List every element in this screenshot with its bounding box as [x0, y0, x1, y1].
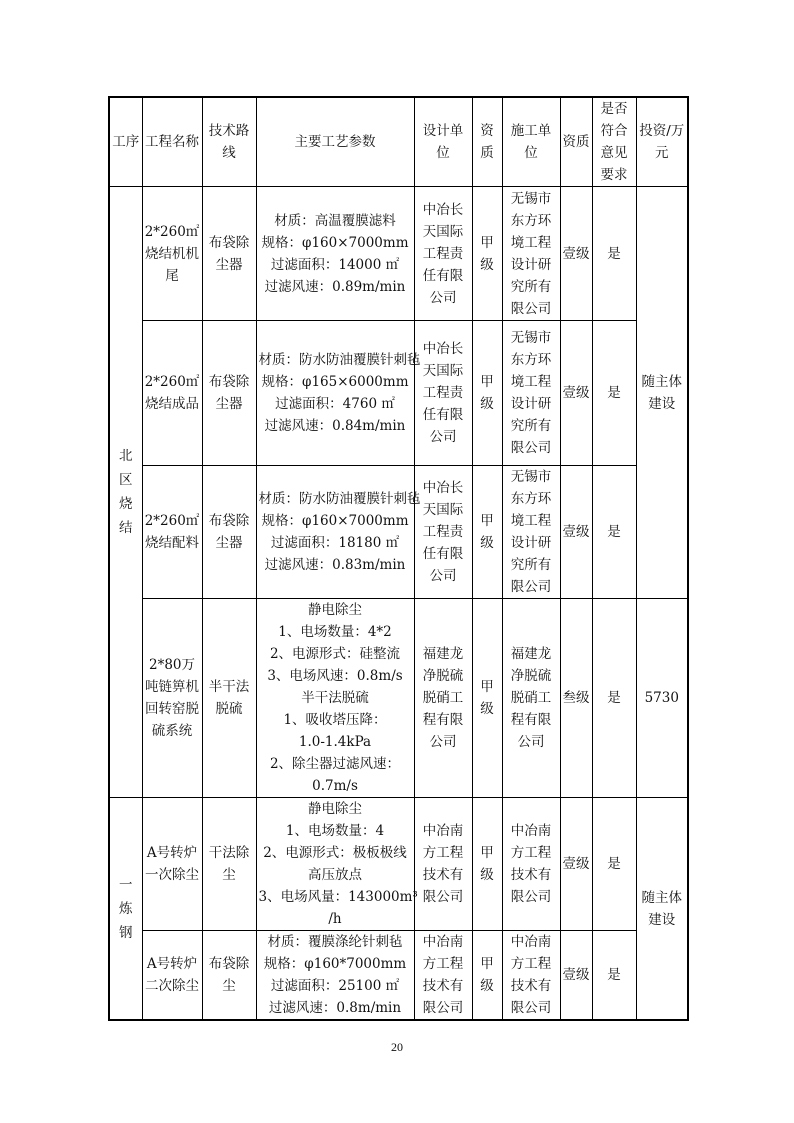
project-cell: 2*260㎡烧结成品 [142, 321, 202, 466]
param-line: 0.7m/s [312, 778, 358, 794]
designer-cell: 中冶长天国际工程责任有限公司 [414, 187, 472, 321]
param-line: /h [328, 911, 342, 927]
param-line: 规格：φ160*7000mm [263, 956, 407, 972]
header-process: 工序 [109, 97, 142, 187]
project-cell: 2*260㎡烧结配料 [142, 466, 202, 599]
builder-grade-cell: 壹级 [560, 321, 592, 466]
table-row [109, 466, 688, 599]
project-cell: A号转炉一次除尘 [142, 798, 202, 931]
builder-cell: 无锡市东方环境工程设计研究所有限公司 [502, 187, 560, 321]
header-builder-grade: 资质 [560, 97, 592, 187]
table-row [109, 798, 688, 931]
param-line: 过滤风速：0.8m/min [268, 1000, 402, 1016]
param-line: 过滤风速：0.84m/min [264, 418, 406, 434]
param-line: 2、电源形式：硅整流 [269, 646, 401, 662]
page-number: 20 [391, 1040, 403, 1054]
param-line: 材质：覆膜涤纶针刺毡 [267, 934, 403, 950]
investment-cell: 随主体建设 [636, 187, 688, 599]
param-line: 3、电场风量：143000m³ [258, 889, 418, 905]
investment-cell: 5730 [636, 599, 688, 798]
table-row [109, 321, 688, 466]
param-line: 1.0-1.4kPa [298, 734, 372, 750]
header-investment: 投资/万元 [636, 97, 688, 187]
compliant-cell: 是 [592, 321, 636, 466]
table-row [109, 187, 688, 321]
params-cell [256, 931, 414, 1021]
compliant-cell: 是 [592, 187, 636, 321]
header-params: 主要工艺参数 [256, 97, 414, 187]
params-cell [256, 187, 414, 321]
param-line: 材质：防水防油覆膜针刺毡 [258, 352, 421, 368]
builder-grade-cell: 叁级 [560, 599, 592, 798]
designer-cell: 中冶南方工程技术有限公司 [414, 931, 472, 1021]
process-cell [109, 187, 142, 798]
designer-cell: 中冶长天国际工程责任有限公司 [414, 466, 472, 599]
builder-grade-cell: 壹级 [560, 931, 592, 1021]
param-line: 材质：防水防油覆膜针刺毡 [258, 491, 421, 507]
table-row [109, 599, 688, 798]
param-line: 静电除尘 [308, 602, 362, 618]
designer-cell: 中冶南方工程技术有限公司 [414, 798, 472, 931]
builder-grade-cell: 壹级 [560, 187, 592, 321]
designer-grade-cell: 甲级 [472, 798, 502, 931]
compliant-cell: 是 [592, 798, 636, 931]
header-tech: 技术路线 [202, 97, 256, 187]
header-project: 工程名称 [142, 97, 202, 187]
params-cell [256, 599, 414, 798]
param-line: 过滤风速：0.89m/min [264, 278, 406, 295]
param-line: 1、电场数量：4 [285, 823, 385, 839]
tech-cell: 布袋除尘器 [202, 321, 256, 466]
param-line: 1、电场数量：4*2 [278, 624, 392, 640]
param-line: 静电除尘 [308, 801, 362, 817]
param-line: 过滤面积：25100 ㎡ [270, 978, 400, 994]
param-line: 半干法脱硫 [301, 690, 369, 706]
builder-cell: 无锡市东方环境工程设计研究所有限公司 [502, 321, 560, 466]
tech-cell: 干法除尘 [202, 798, 256, 931]
param-line: 3、电场风速：0.8m/s [267, 668, 403, 684]
builder-cell: 中冶南方工程技术有限公司 [502, 798, 560, 931]
param-line: 2、电源形式：极板极线 [263, 845, 407, 861]
project-cell: 2*80万吨链箅机回转窑脱硫系统 [142, 599, 202, 798]
process-label: 一炼钢 [119, 876, 133, 941]
param-line: 过滤面积：18180 ㎡ [270, 535, 400, 551]
designer-grade-cell: 甲级 [472, 931, 502, 1021]
compliant-cell: 是 [592, 599, 636, 798]
tech-cell: 布袋除尘器 [202, 187, 256, 321]
tech-cell: 半干法脱硫 [202, 599, 256, 798]
tech-cell: 布袋除尘 [202, 931, 256, 1021]
designer-grade-cell: 甲级 [472, 187, 502, 321]
investment-cell: 随主体建设 [636, 798, 688, 1021]
designer-cell: 中冶长天国际工程责任有限公司 [414, 321, 472, 466]
table-row [109, 931, 688, 1021]
tech-cell: 布袋除尘器 [202, 466, 256, 599]
designer-grade-cell: 甲级 [472, 466, 502, 599]
header-compliant: 是否符合意见要求 [592, 97, 636, 187]
header-row [109, 97, 688, 187]
designer-grade-cell: 甲级 [472, 321, 502, 466]
param-line: 2、除尘器过滤风速： [269, 756, 401, 772]
builder-cell: 中冶南方工程技术有限公司 [502, 931, 560, 1021]
param-line: 过滤面积：14000 ㎡ [270, 256, 400, 273]
param-line: 规格：φ165×6000mm [261, 374, 409, 390]
param-line: 规格：φ160×7000mm [261, 513, 409, 529]
param-line: 1、吸收塔压降： [283, 712, 387, 728]
designer-cell: 福建龙净脱硫脱硝工程有限公司 [414, 599, 472, 798]
header-designer-grade: 资质 [472, 97, 502, 187]
project-cell: 2*260㎡烧结机机尾 [142, 187, 202, 321]
param-line: 过滤面积：4760 ㎡ [275, 396, 395, 412]
params-cell [256, 466, 421, 599]
builder-grade-cell: 壹级 [560, 466, 592, 599]
builder-cell: 福建龙净脱硫脱硝工程有限公司 [502, 599, 560, 798]
header-designer: 设计单位 [414, 97, 472, 187]
process-cell [109, 798, 142, 1021]
compliant-cell: 是 [592, 466, 636, 599]
compliant-cell: 是 [592, 931, 636, 1021]
params-cell [256, 798, 418, 931]
params-cell [256, 321, 421, 466]
param-line: 过滤风速：0.83m/min [264, 557, 406, 573]
param-line: 材质：高温覆膜滤料 [274, 212, 396, 229]
param-line: 规格：φ160×7000mm [261, 234, 409, 251]
param-line: 高压放点 [308, 867, 362, 883]
designer-grade-cell: 甲级 [472, 599, 502, 798]
builder-cell: 无锡市东方环境工程设计研究所有限公司 [502, 466, 560, 599]
project-cell: A号转炉二次除尘 [142, 931, 202, 1021]
process-label: 北区烧结 [119, 448, 133, 536]
builder-grade-cell: 壹级 [560, 798, 592, 931]
process-table [108, 96, 689, 1021]
header-builder: 施工单位 [502, 97, 560, 187]
